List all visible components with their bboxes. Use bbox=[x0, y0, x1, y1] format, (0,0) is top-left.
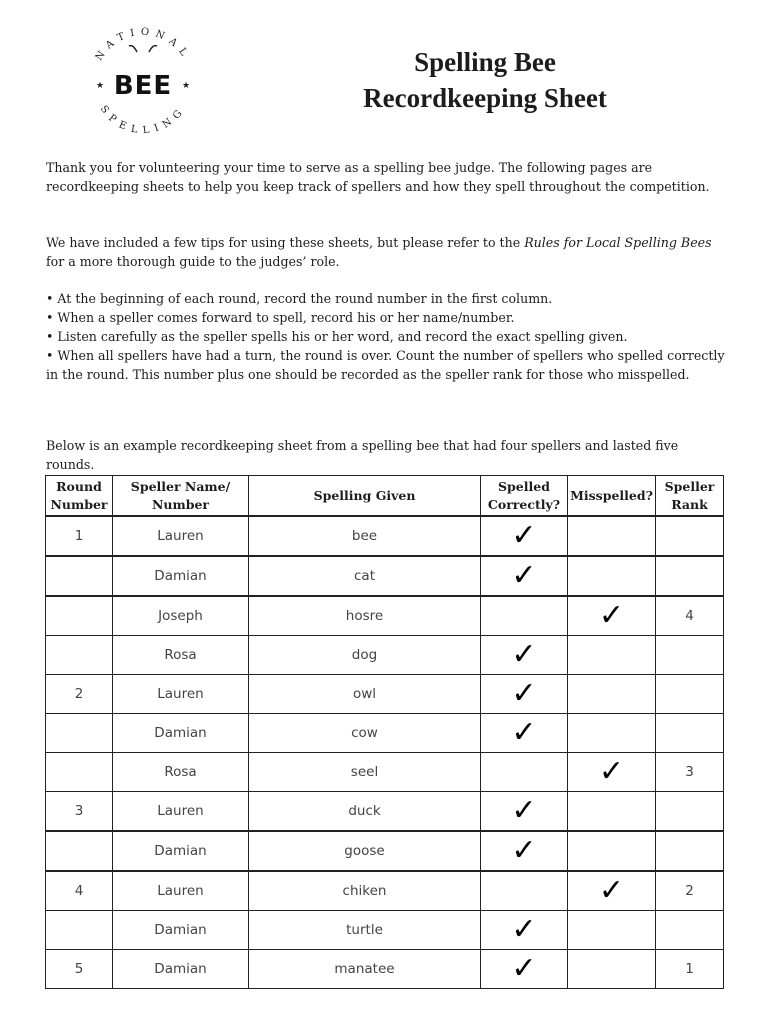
round-cell bbox=[46, 714, 113, 753]
title-line-2: Recordkeeping Sheet bbox=[363, 83, 607, 113]
spelling-cell: turtle bbox=[249, 911, 481, 950]
rank-cell bbox=[656, 556, 724, 596]
page-title bbox=[310, 44, 660, 116]
header-spelled-correctly: Spelled Correctly? bbox=[481, 476, 568, 517]
speller-cell: Lauren bbox=[113, 675, 249, 714]
table-row bbox=[46, 911, 724, 950]
correct-check-cell: ✓ bbox=[481, 675, 568, 714]
logo-top-text: NATIONAL bbox=[93, 26, 193, 63]
national-spelling-bee-logo bbox=[82, 22, 204, 140]
rank-cell bbox=[656, 516, 724, 556]
spelling-cell: chiken bbox=[249, 871, 481, 911]
rank-cell: 4 bbox=[656, 596, 724, 636]
tip-item: • At the beginning of each round, record the round number in the first column. bbox=[46, 291, 553, 306]
round-cell bbox=[46, 911, 113, 950]
speller-cell: Lauren bbox=[113, 871, 249, 911]
misspelled-check-cell: ✓ bbox=[568, 753, 656, 792]
tip-item: • When all spellers have had a turn, the round is over. Count the number of spellers who spelled correctly in the round. This number plus one should be recorded as the speller rank for those who misspelled. bbox=[46, 348, 725, 382]
misspelled-check-cell bbox=[568, 516, 656, 556]
correct-check-cell bbox=[481, 753, 568, 792]
misspelled-check-cell: ✓ bbox=[568, 871, 656, 911]
speller-cell: Joseph bbox=[113, 596, 249, 636]
header-speller-rank: Speller Rank bbox=[656, 476, 724, 517]
table-row bbox=[46, 792, 724, 832]
spelling-cell: goose bbox=[249, 831, 481, 871]
round-cell bbox=[46, 636, 113, 675]
header-spelling-given: Spelling Given bbox=[249, 476, 481, 517]
round-cell bbox=[46, 753, 113, 792]
rank-cell bbox=[656, 792, 724, 832]
speller-cell: Damian bbox=[113, 950, 249, 989]
table-row bbox=[46, 596, 724, 636]
header-speller-name: Speller Name/ Number bbox=[113, 476, 249, 517]
rank-cell: 1 bbox=[656, 950, 724, 989]
correct-check-cell bbox=[481, 871, 568, 911]
spelling-cell: bee bbox=[249, 516, 481, 556]
misspelled-check-cell bbox=[568, 792, 656, 832]
misspelled-check-cell bbox=[568, 831, 656, 871]
table-row bbox=[46, 714, 724, 753]
correct-check-cell: ✓ bbox=[481, 636, 568, 675]
header-misspelled: Misspelled? bbox=[568, 476, 656, 517]
correct-check-cell bbox=[481, 596, 568, 636]
rules-paragraph bbox=[46, 233, 726, 271]
table-row bbox=[46, 753, 724, 792]
spelling-cell: owl bbox=[249, 675, 481, 714]
round-cell: 3 bbox=[46, 792, 113, 832]
table-row bbox=[46, 636, 724, 675]
spelling-cell: cat bbox=[249, 556, 481, 596]
recordkeeping-table bbox=[45, 475, 724, 989]
tip-item: • Listen carefully as the speller spells his or her word, and record the exact spelling given. bbox=[46, 329, 628, 344]
table-row bbox=[46, 516, 724, 556]
correct-check-cell: ✓ bbox=[481, 831, 568, 871]
misspelled-check-cell: ✓ bbox=[568, 596, 656, 636]
correct-check-cell: ✓ bbox=[481, 792, 568, 832]
title-line-1: Spelling Bee bbox=[414, 47, 556, 77]
tips-list bbox=[46, 289, 726, 384]
rules-text-after: for a more thorough guide to the judges’ role. bbox=[46, 254, 340, 269]
speller-cell: Damian bbox=[113, 556, 249, 596]
misspelled-check-cell bbox=[568, 911, 656, 950]
round-cell bbox=[46, 556, 113, 596]
misspelled-check-cell bbox=[568, 636, 656, 675]
table-row bbox=[46, 871, 724, 911]
rank-cell: 3 bbox=[656, 753, 724, 792]
rank-cell bbox=[656, 675, 724, 714]
spelling-cell: duck bbox=[249, 792, 481, 832]
correct-check-cell: ✓ bbox=[481, 911, 568, 950]
rank-cell bbox=[656, 636, 724, 675]
misspelled-check-cell bbox=[568, 675, 656, 714]
spelling-cell: seel bbox=[249, 753, 481, 792]
logo-bottom-text: SPELLING bbox=[97, 103, 189, 137]
rank-cell: 2 bbox=[656, 871, 724, 911]
misspelled-check-cell bbox=[568, 556, 656, 596]
speller-cell: Lauren bbox=[113, 792, 249, 832]
spelling-cell: manatee bbox=[249, 950, 481, 989]
round-cell bbox=[46, 831, 113, 871]
table-row bbox=[46, 831, 724, 871]
rules-title-italic: Rules for Local Spelling Bees bbox=[524, 235, 712, 250]
round-cell bbox=[46, 596, 113, 636]
misspelled-check-cell bbox=[568, 714, 656, 753]
round-cell: 5 bbox=[46, 950, 113, 989]
spelling-cell: dog bbox=[249, 636, 481, 675]
intro-paragraph: Thank you for volunteering your time to serve as a spelling bee judge. The following pages are recordkeeping sheets to help you keep track of spellers and how they spell throughout the competition. bbox=[46, 160, 710, 194]
spelling-cell: cow bbox=[249, 714, 481, 753]
misspelled-check-cell bbox=[568, 950, 656, 989]
table-header-row bbox=[46, 476, 724, 517]
rank-cell bbox=[656, 831, 724, 871]
speller-cell: Lauren bbox=[113, 516, 249, 556]
speller-cell: Damian bbox=[113, 831, 249, 871]
rank-cell bbox=[656, 911, 724, 950]
table-row bbox=[46, 950, 724, 989]
speller-cell: Damian bbox=[113, 911, 249, 950]
round-cell: 2 bbox=[46, 675, 113, 714]
svg-text:★: ★ bbox=[182, 81, 191, 91]
correct-check-cell: ✓ bbox=[481, 516, 568, 556]
svg-text:★: ★ bbox=[96, 81, 105, 91]
correct-check-cell: ✓ bbox=[481, 556, 568, 596]
logo-center-text: BEE bbox=[113, 71, 173, 101]
round-cell: 1 bbox=[46, 516, 113, 556]
table-row bbox=[46, 556, 724, 596]
speller-cell: Damian bbox=[113, 714, 249, 753]
tip-item: • When a speller comes forward to spell, record his or her name/number. bbox=[46, 310, 515, 325]
example-caption: Below is an example recordkeeping sheet from a spelling bee that had four spellers and lasted five rounds. bbox=[46, 438, 679, 472]
round-cell: 4 bbox=[46, 871, 113, 911]
correct-check-cell: ✓ bbox=[481, 714, 568, 753]
spelling-cell: hosre bbox=[249, 596, 481, 636]
rules-text-before: We have included a few tips for using these sheets, but please refer to the bbox=[46, 235, 525, 250]
table-row bbox=[46, 675, 724, 714]
speller-cell: Rosa bbox=[113, 753, 249, 792]
rank-cell bbox=[656, 714, 724, 753]
correct-check-cell: ✓ bbox=[481, 950, 568, 989]
speller-cell: Rosa bbox=[113, 636, 249, 675]
header-round-number: Round Number bbox=[46, 476, 113, 517]
